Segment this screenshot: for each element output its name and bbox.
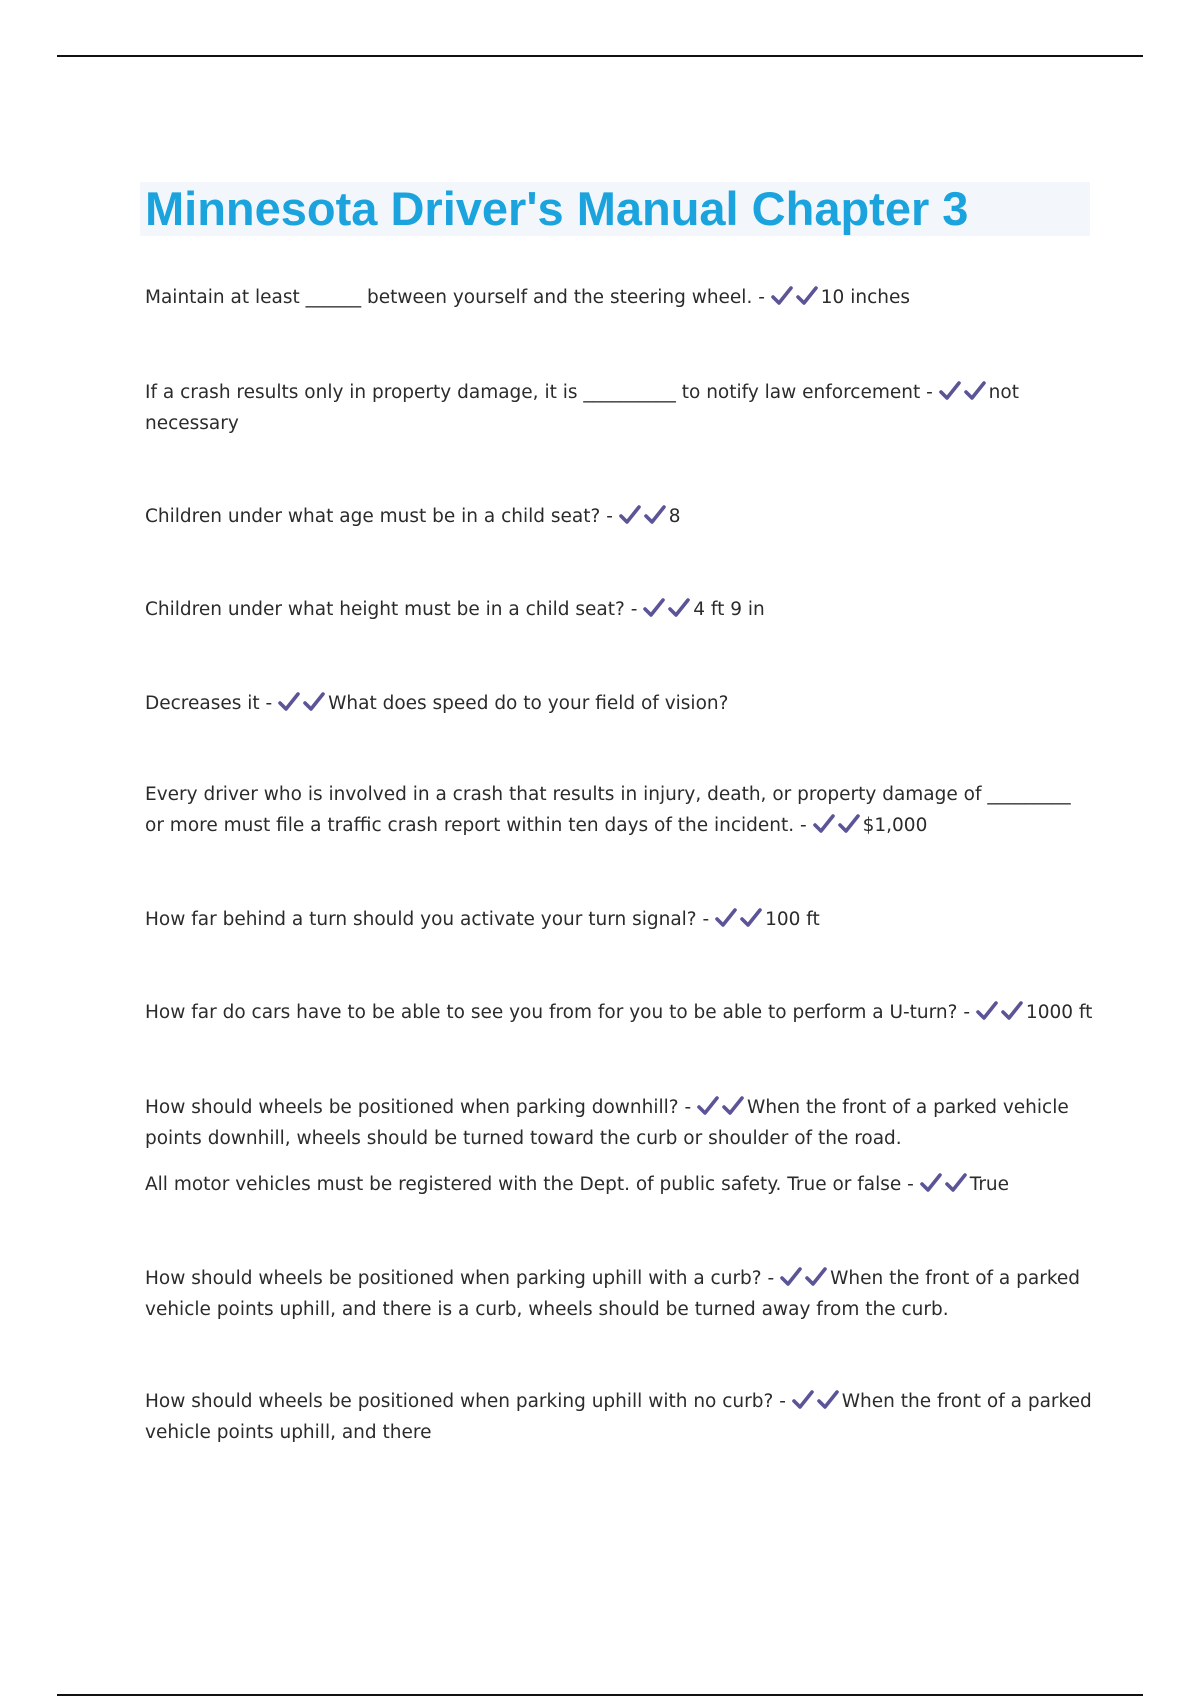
qa-separator: - [794,815,813,836]
qa-item-8 [145,997,1095,1028]
qa-question: Children under what height must be in a child seat? [145,599,625,620]
qa-question: How should wheels be positioned when parking downhill? [145,1097,679,1118]
check-icon [722,1096,744,1116]
qa-item-1 [145,282,1095,313]
qa-answer: 8 [668,506,681,527]
qa-item-6 [145,779,1095,841]
qa-separator: - [752,287,771,308]
qa-answer: 1000 ft [1025,1002,1093,1023]
qa-answer: $1,000 [862,815,928,836]
check-icon [644,505,666,525]
check-icon [964,381,986,401]
qa-answer: What does speed do to your field of vision? [328,693,729,714]
check-icon [697,1096,719,1116]
qa-item-5 [145,688,1095,719]
check-icon [796,286,818,306]
check-icon [303,692,325,712]
qa-separator: - [678,1097,698,1118]
check-icon [668,598,690,618]
qa-item-11 [145,1263,1095,1325]
check-icon [805,1267,827,1287]
qa-item-7 [145,904,1095,935]
check-icon [619,505,641,525]
check-icon [838,814,860,834]
qa-separator: - [901,1174,920,1195]
qa-question: If a crash results only in property damage, it is __________ to notify law enforcement [145,382,921,403]
qa-separator: - [696,909,716,930]
qa-question: Maintain at least ______ between yourself and the steering wheel. [145,287,753,308]
qa-question: Children under what age must be in a child seat? [145,506,601,527]
header-rule [57,55,1143,57]
qa-item-4 [145,594,1095,625]
check-icon [792,1390,814,1410]
qa-item-12 [145,1386,1095,1448]
check-icon [945,1173,967,1193]
check-icon [771,286,793,306]
qa-answer: not necessary [145,382,1019,434]
qa-answer: When the front of a parked vehicle points uphill, and there is a curb, wheels should be turned away from the curb. [145,1268,1080,1320]
check-icon [740,908,762,928]
qa-separator: - [624,599,644,620]
qa-answer: When the front of a parked vehicle points uphill, and there [145,1391,1092,1443]
qa-item-3 [145,501,1095,532]
qa-answer: 100 ft [765,909,820,930]
check-icon [813,814,835,834]
qa-answer: 10 inches [820,287,910,308]
qa-item-10 [145,1169,1095,1200]
qa-separator: - [920,382,939,403]
qa-question: Decreases it [145,693,260,714]
qa-separator: - [761,1268,781,1289]
qa-separator: - [957,1002,976,1023]
footer-rule [57,1694,1143,1696]
check-icon [976,1001,998,1021]
check-icon [817,1390,839,1410]
check-icon [939,381,961,401]
qa-question: How should wheels be positioned when parking uphill with a curb? [145,1268,762,1289]
qa-item-2 [145,377,1095,439]
check-icon [715,908,737,928]
qa-question: How far behind a turn should you activate your turn signal? [145,909,697,930]
qa-question: How far do cars have to be able to see you from for you to be able to perform a U-turn? [145,1002,958,1023]
page-title: Minnesota Driver's Manual Chapter 3 [145,182,969,235]
qa-answer: True [969,1174,1010,1195]
qa-answer: 4 ft 9 in [693,599,765,620]
qa-item-9 [145,1092,1095,1154]
check-icon [780,1267,802,1287]
check-icon [278,692,300,712]
check-icon [1001,1001,1023,1021]
qa-question: Every driver who is involved in a crash that results in injury, death, or property damage of _________ or more must file a traffic crash report within ten days of the incident. [145,784,1071,836]
qa-question: All motor vehicles must be registered with the Dept. of public safety. True or false [145,1174,902,1195]
qa-question: How should wheels be positioned when parking uphill with no curb? [145,1391,774,1412]
qa-answer: When the front of a parked vehicle points downhill, wheels should be turned toward the curb or shoulder of the road. [145,1097,1069,1149]
qa-separator: - [773,1391,792,1412]
check-icon [643,598,665,618]
qa-separator: - [600,506,619,527]
qa-separator: - [259,693,279,714]
check-icon [920,1173,942,1193]
